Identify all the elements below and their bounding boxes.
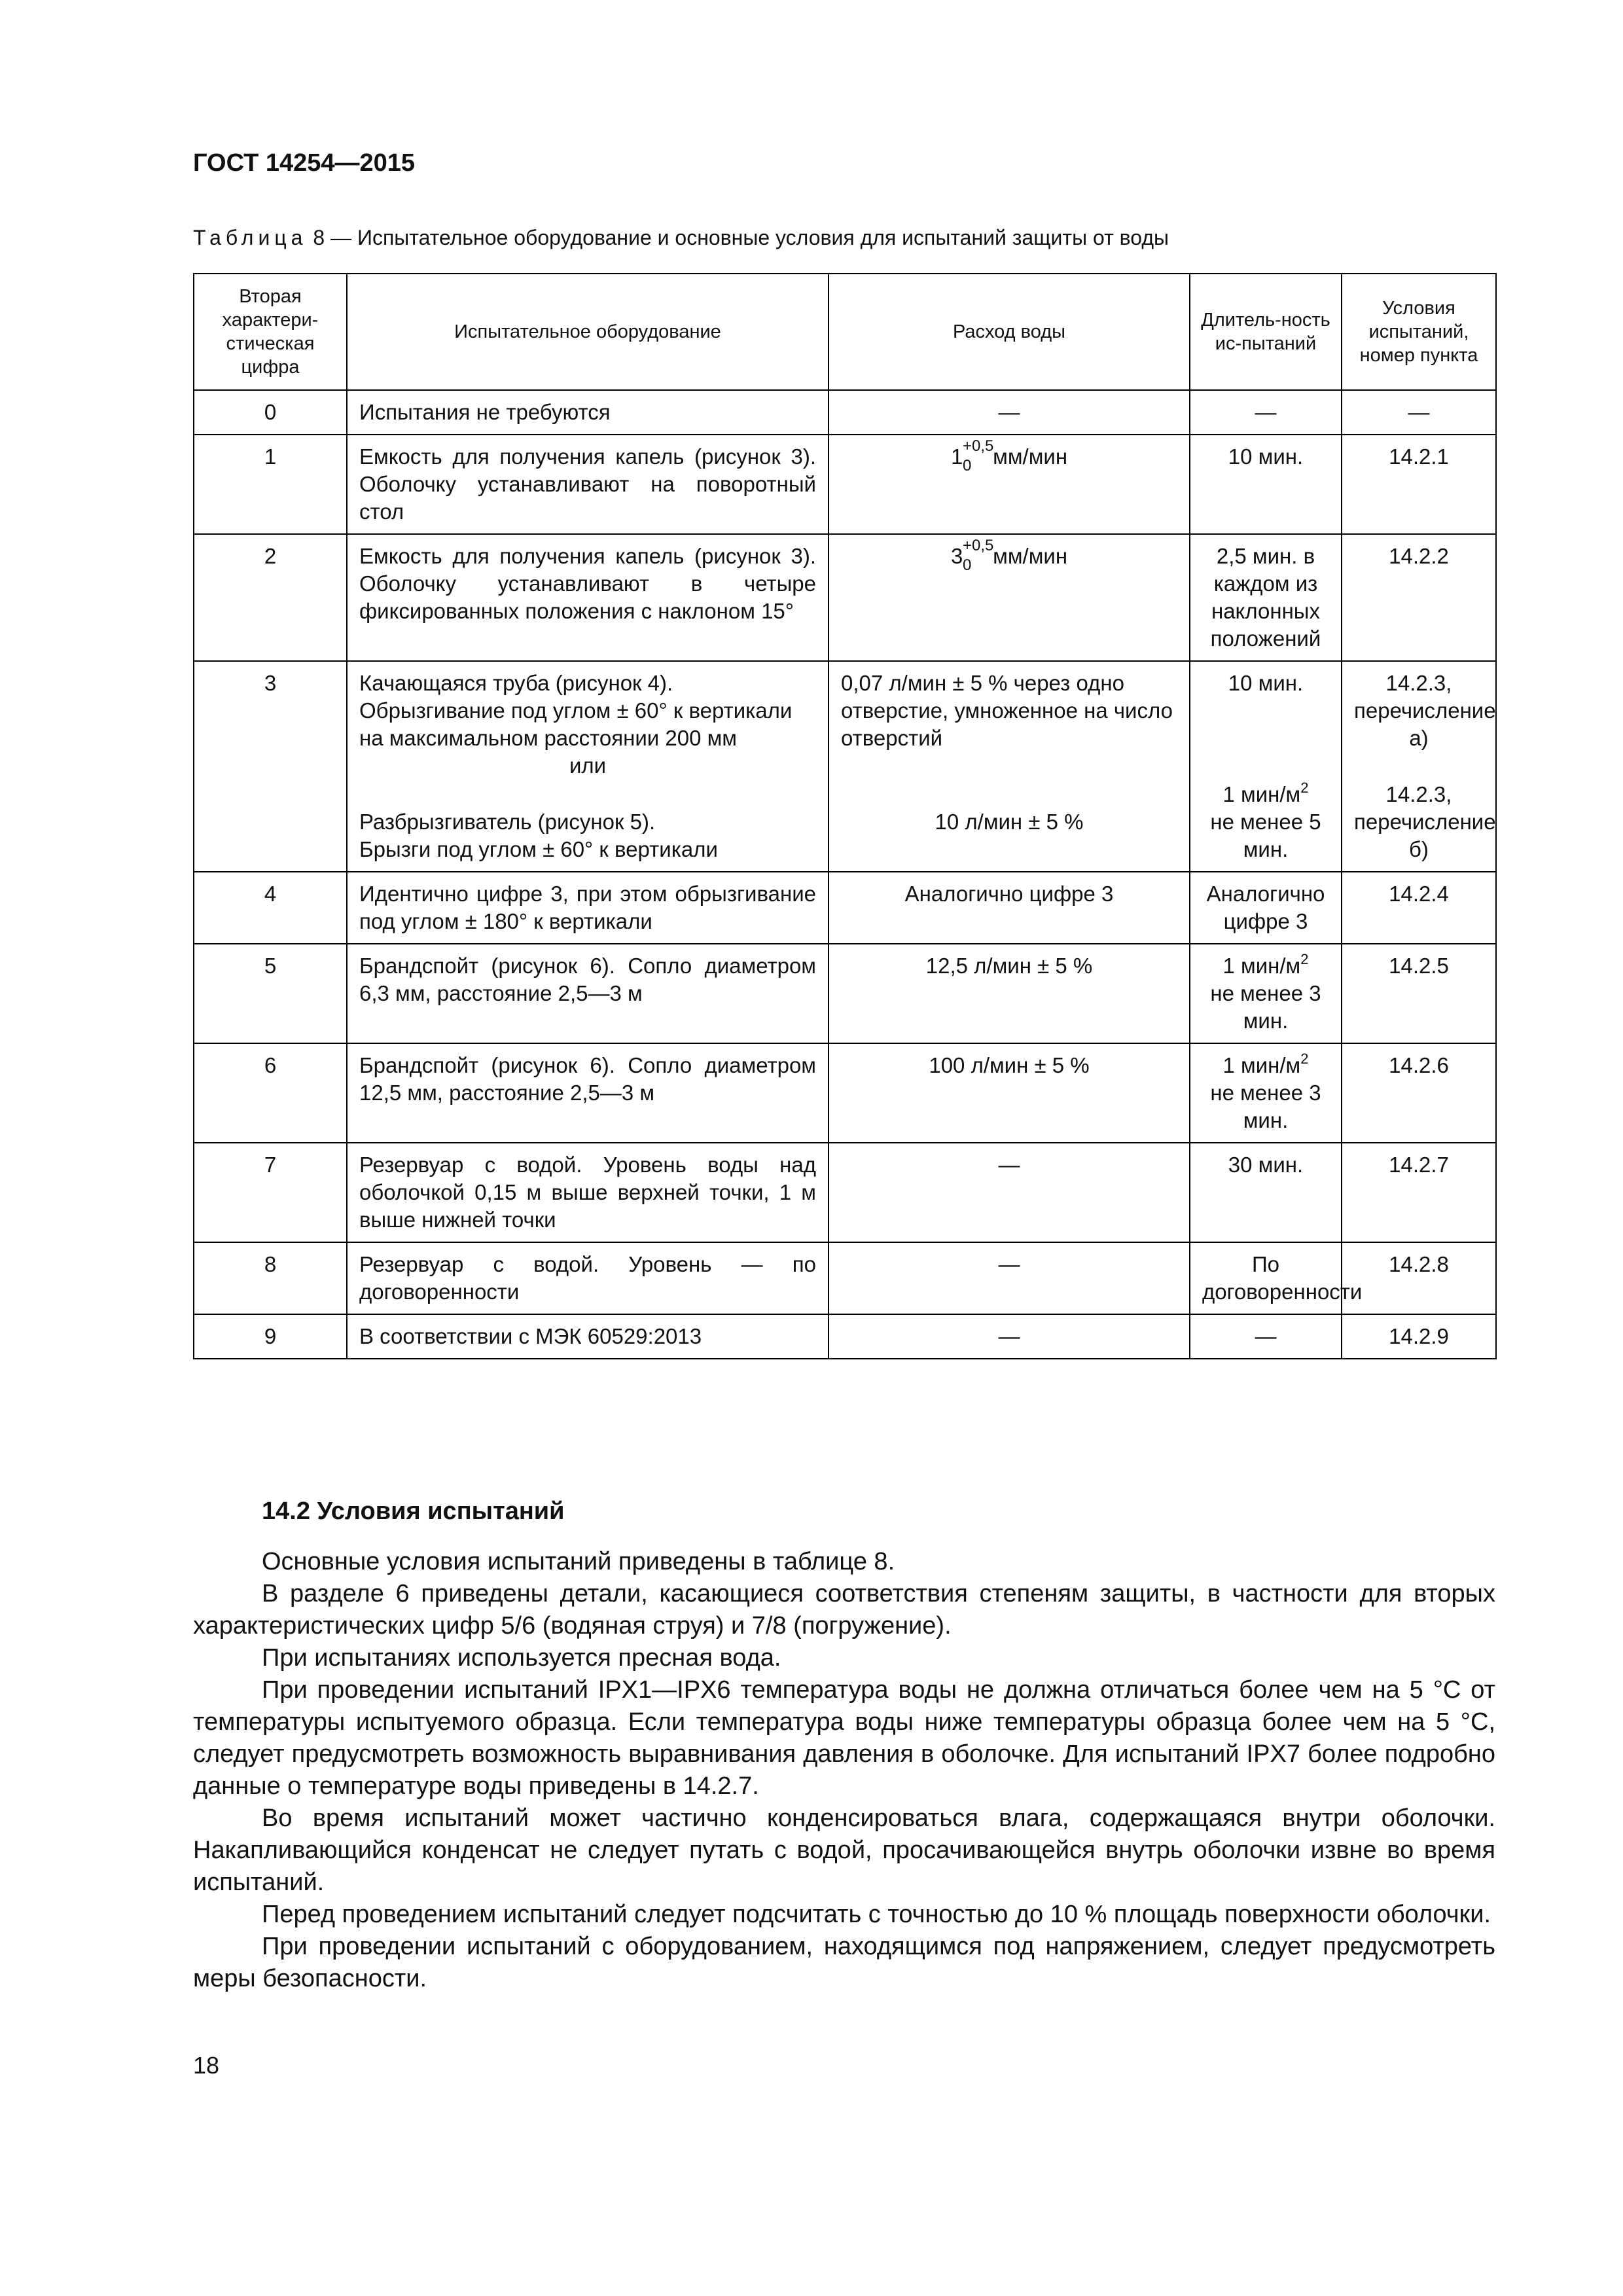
cell-clause: 14.2.7 bbox=[1342, 1143, 1496, 1242]
duration-min: не менее 5 мин. bbox=[1210, 810, 1321, 861]
table-row bbox=[194, 1242, 1496, 1314]
cell-flow: — bbox=[829, 1242, 1190, 1314]
duration-min: не менее 3 мин. bbox=[1210, 981, 1321, 1033]
flow-variant-b: 10 л/мин ± 5 % bbox=[935, 810, 1084, 834]
cell-flow bbox=[829, 534, 1190, 661]
paragraph: При испытаниях используется пресная вода. bbox=[262, 1644, 781, 1672]
equipment-variant-a: Качающаяся труба (рисунок 4). Обрызгивание под углом ± 60° к вертикали на максимальном расстоянии 200 мм bbox=[359, 671, 793, 750]
cell-flow: — bbox=[829, 1143, 1190, 1242]
duration-rate: 1 мин/м bbox=[1222, 782, 1301, 806]
duration-rate: 1 мин/м bbox=[1222, 954, 1301, 978]
cell-digit: 1 bbox=[194, 435, 347, 534]
table-caption-label: Таблица bbox=[193, 226, 308, 249]
header-equipment: Испытательное оборудование bbox=[347, 274, 829, 390]
table-row bbox=[194, 534, 1496, 661]
cell-flow bbox=[829, 435, 1190, 534]
cell-equipment: Брандспойт (рисунок 6). Сопло диаметром 12,5 мм, расстояние 2,5—3 м bbox=[347, 1043, 829, 1143]
table-caption bbox=[193, 226, 1169, 250]
cell-equipment: Идентично цифре 3, при этом обрызгивание под углом ± 180° к вертикали bbox=[347, 872, 829, 944]
section-test-conditions bbox=[193, 1496, 1495, 1995]
cell-digit: 8 bbox=[194, 1242, 347, 1314]
cell-flow: 100 л/мин ± 5 % bbox=[829, 1043, 1190, 1143]
header-clause: Условия испытаний, номер пункта bbox=[1342, 274, 1496, 390]
paragraph: Основные условия испытаний приведены в таблице 8. bbox=[262, 1548, 895, 1575]
cell-clause: 14.2.4 bbox=[1342, 872, 1496, 944]
cell-duration: — bbox=[1190, 1314, 1342, 1359]
duration-variant-b bbox=[1202, 781, 1329, 863]
cell-digit: 0 bbox=[194, 390, 347, 435]
flow-base: 1 bbox=[950, 444, 963, 469]
paragraph: При проведении испытаний с оборудованием, находящимся под напряжением, следует предусмотреть меры безопасности. bbox=[193, 1933, 1495, 1992]
cell-duration bbox=[1190, 1043, 1342, 1143]
table-row bbox=[194, 661, 1496, 872]
cell-flow: — bbox=[829, 1314, 1190, 1359]
table-row bbox=[194, 1314, 1496, 1359]
header-flow: Расход воды bbox=[829, 274, 1190, 390]
cell-equipment: В соответствии с МЭК 60529:2013 bbox=[347, 1314, 829, 1359]
table-row bbox=[194, 1143, 1496, 1242]
cell-duration: По договоренности bbox=[1190, 1242, 1342, 1314]
cell-duration: 30 мин. bbox=[1190, 1143, 1342, 1242]
flow-tol-lower: 0 bbox=[962, 556, 972, 574]
cell-duration: 10 мин. bbox=[1190, 435, 1342, 534]
cell-duration: 2,5 мин. в каждом из наклонных положений bbox=[1190, 534, 1342, 661]
section-heading: 14.2 Условия испытаний bbox=[262, 1498, 565, 1525]
cell-equipment: Емкость для получения капель (рисунок 3). Оболочку устанавливают в четыре фиксированных положения с наклоном 15° bbox=[347, 534, 829, 661]
cell-duration: — bbox=[1190, 390, 1342, 435]
duration-rate: 1 мин/м bbox=[1222, 1053, 1301, 1077]
flow-unit: мм/мин bbox=[993, 444, 1068, 469]
flow-tol-upper: +0,5 bbox=[962, 437, 994, 455]
duration-variant-a: 10 мин. bbox=[1228, 671, 1304, 695]
paragraph: В разделе 6 приведены детали, касающиеся соответствия степеням защиты, в частности для вторых характеристических цифр 5/6 (водяная струя) и 7/8 (погружение). bbox=[193, 1580, 1495, 1640]
paragraph: Перед проведением испытаний следует подсчитать с точностью до 10 % площадь поверхности оболочки. bbox=[262, 1901, 1491, 1928]
cell-clause: — bbox=[1342, 390, 1496, 435]
duration-min: не менее 3 мин. bbox=[1210, 1081, 1321, 1132]
cell-duration: Аналогично цифре 3 bbox=[1190, 872, 1342, 944]
table-row bbox=[194, 390, 1496, 435]
test-conditions-table bbox=[193, 273, 1497, 1359]
cell-clause: 14.2.2 bbox=[1342, 534, 1496, 661]
table-row bbox=[194, 872, 1496, 944]
equipment-variant-b-text: Брызги под углом ± 60° к вертикали bbox=[359, 837, 718, 861]
duration-sup: 2 bbox=[1300, 780, 1309, 796]
table-header-row bbox=[194, 274, 1496, 390]
flow-unit: мм/мин bbox=[993, 544, 1068, 568]
flow-variant-a: 0,07 л/мин ± 5 % через одно отверстие, умноженное на число отверстий bbox=[841, 671, 1173, 750]
clause-variant-a: 14.2.3, перечисление а) bbox=[1354, 671, 1496, 750]
cell-flow: Аналогично цифре 3 bbox=[829, 872, 1190, 944]
clause-variant-b: 14.2.3, перечисление б) bbox=[1354, 782, 1496, 861]
header-duration: Длитель-ность ис-пытаний bbox=[1190, 274, 1342, 390]
page-number: 18 bbox=[193, 2052, 220, 2079]
cell-equipment: Испытания не требуются bbox=[347, 390, 829, 435]
header-digit: Вторая характери-стическая цифра bbox=[194, 274, 347, 390]
cell-digit: 3 bbox=[194, 661, 347, 872]
paragraph: При проведении испытаний IPX1—IPX6 температура воды не должна отличаться более чем на 5 °С от температуры испытуемого образца. Если температура воды ниже температуры образца более чем на 5 °С, следует предусмотреть возможность выравнивания давления в оболочке. Для испытаний IPX7 более подробно данные о температуре воды приведены в 14.2.7. bbox=[193, 1676, 1495, 1800]
cell-equipment: Емкость для получения капель (рисунок 3). Оболочку устанавливают на поворотный стол bbox=[347, 435, 829, 534]
cell-clause: 14.2.1 bbox=[1342, 435, 1496, 534]
duration-sup: 2 bbox=[1300, 1050, 1309, 1067]
cell-digit: 4 bbox=[194, 872, 347, 944]
cell-flow: — bbox=[829, 390, 1190, 435]
table-caption-text: 8 — Испытательное оборудование и основные условия для испытаний защиты от воды bbox=[313, 226, 1169, 249]
cell-clause bbox=[1342, 661, 1496, 872]
duration-sup: 2 bbox=[1300, 951, 1309, 967]
flow-tolerance bbox=[950, 437, 994, 475]
cell-flow bbox=[829, 661, 1190, 872]
cell-equipment bbox=[347, 661, 829, 872]
cell-clause: 14.2.9 bbox=[1342, 1314, 1496, 1359]
cell-equipment: Резервуар с водой. Уровень воды над оболочкой 0,15 м выше верхней точки, 1 м выше нижней точки bbox=[347, 1143, 829, 1242]
paragraph: Во время испытаний может частично конденсироваться влага, содержащаяся внутри оболочки. Накапливающийся конденсат не следует путать с водой, просачивающейся внутрь оболочки извне во время испытаний. bbox=[193, 1804, 1495, 1896]
table-row bbox=[194, 435, 1496, 534]
cell-duration bbox=[1190, 661, 1342, 872]
table-row bbox=[194, 1043, 1496, 1143]
cell-equipment: Резервуар с водой. Уровень — по договоренности bbox=[347, 1242, 829, 1314]
flow-base: 3 bbox=[950, 544, 963, 568]
flow-tol-lower: 0 bbox=[962, 457, 972, 475]
cell-clause: 14.2.8 bbox=[1342, 1242, 1496, 1314]
cell-clause: 14.2.6 bbox=[1342, 1043, 1496, 1143]
document-header: ГОСТ 14254—2015 bbox=[193, 149, 416, 177]
flow-tolerance bbox=[950, 537, 994, 574]
cell-digit: 2 bbox=[194, 534, 347, 661]
cell-equipment: Брандспойт (рисунок 6). Сопло диаметром 6,3 мм, расстояние 2,5—3 м bbox=[347, 944, 829, 1043]
table-row bbox=[194, 944, 1496, 1043]
cell-duration bbox=[1190, 944, 1342, 1043]
or-word: или bbox=[569, 753, 607, 778]
equipment-variant-b-title: Разбрызгиватель (рисунок 5). bbox=[359, 810, 656, 834]
cell-digit: 5 bbox=[194, 944, 347, 1043]
cell-flow: 12,5 л/мин ± 5 % bbox=[829, 944, 1190, 1043]
cell-digit: 9 bbox=[194, 1314, 347, 1359]
cell-digit: 6 bbox=[194, 1043, 347, 1143]
cell-clause: 14.2.5 bbox=[1342, 944, 1496, 1043]
cell-digit: 7 bbox=[194, 1143, 347, 1242]
flow-tol-upper: +0,5 bbox=[962, 537, 994, 554]
